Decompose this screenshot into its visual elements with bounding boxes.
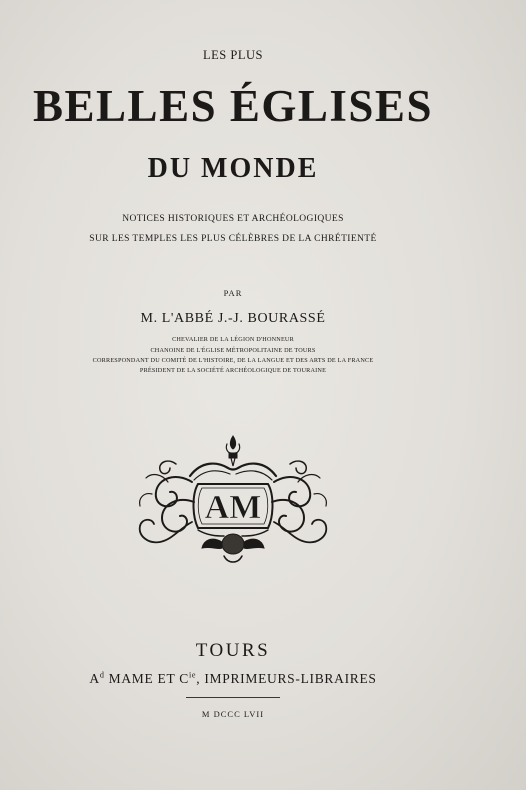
credential-4: PRÉSIDENT DE LA SOCIÉTÉ ARCHÉOLOGIQUE DE TOURAINE (139, 367, 327, 374)
city: TOURS (195, 640, 271, 661)
notice-line-2: SUR LES TEMPLES LES PLUS CÉLÈBRES DE LA CHRÉTIENTÉ (89, 234, 377, 244)
ornamental-cartouche-icon (132, 432, 338, 570)
credential-1: CHEVALIER DE LA LÉGION D'HONNEUR (172, 336, 294, 343)
publisher (0, 671, 466, 687)
credential-2: CHANOINE DE L'ÉGLISE MÉTROPOLITAINE DE TOURS (150, 347, 316, 354)
publisher-suffix: , IMPRIMEURS-LIBRAIRES (196, 671, 377, 686)
author-name: M. L'ABBÉ J.-J. BOURASSÉ (140, 311, 326, 326)
publication-year: M DCCC LVII (201, 709, 265, 719)
publisher-name: MAME ET C (104, 671, 189, 686)
notice-line-1: NOTICES HISTORIQUES ET ARCHÉOLOGIQUES (122, 214, 344, 224)
by-label: PAR (223, 288, 243, 298)
publisher-prefix-sup: d (99, 670, 105, 680)
main-title: BELLES ÉGLISES (33, 81, 433, 131)
publisher-name-sup: ie (188, 670, 197, 680)
credential-3: CORRESPONDANT DU COMITÉ DE L'HISTOIRE, DE LA LANGUE ET DES ARTS DE LA FRANCE (92, 357, 374, 364)
sub-title: DU MONDE (147, 153, 319, 184)
divider-rule (186, 697, 280, 698)
emblem-monogram: AM (204, 489, 262, 526)
pre-title: LES PLUS (203, 48, 263, 62)
publisher-prefix: A (89, 671, 100, 686)
